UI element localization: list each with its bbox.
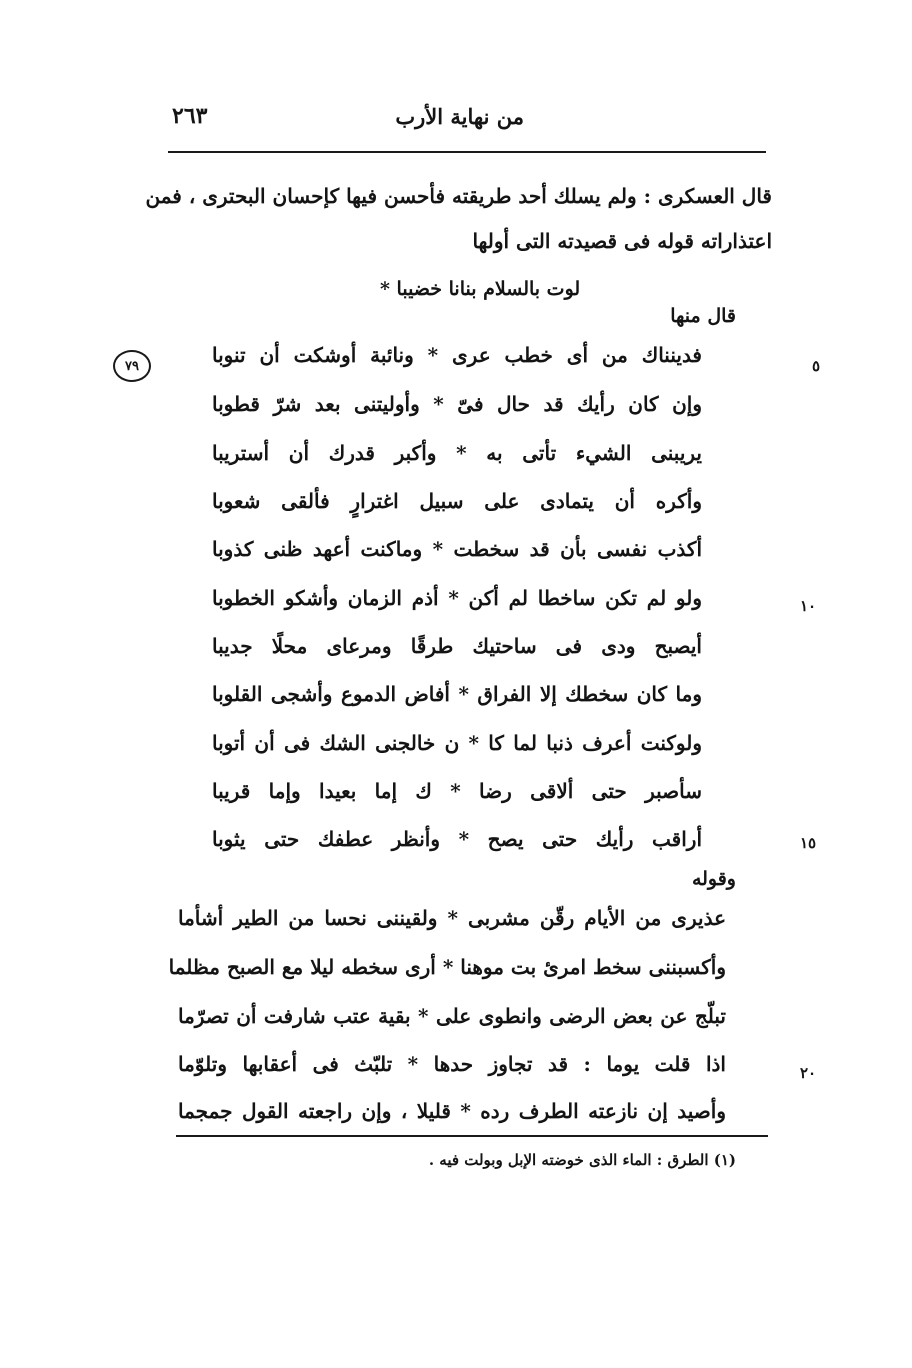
poem-2-verse: اذا قلت يوما : قد تجاوز حدها * تلبّث فى أعقابها وتلوّما — [178, 1052, 726, 1076]
poem-2-verse: تبلّج عن بعض الرضى وانطوى على * بقية عتب شارفت أن تصرّما — [178, 1004, 726, 1028]
poem-1-verse: سأصبر حتى ألاقى رضا * ك إما بعيدا وإما قريبا — [212, 779, 702, 803]
footnote-rule — [176, 1135, 768, 1137]
poem-1-verse: وإن كان رأيك قد حال فىّ * وأوليتنى بعد شرّ قطوبا — [212, 392, 702, 416]
poem-2-verse: عذيرى من الأيام رقّن مشربى * ولقيننى نحسا من الطير أشأما — [178, 906, 726, 930]
line-number: ١٥ — [800, 834, 817, 852]
page-number: ٢٦٣ — [172, 103, 208, 129]
poem-1-verse: وأكره أن يتمادى على سبيل اغترارٍ فألقى شعوبا — [212, 489, 702, 513]
line-number: ٥ — [812, 357, 821, 375]
poem-1-verse: ولو لم تكن ساخطا لم أكن * أذم الزمان وأشكو الخطوبا — [212, 586, 702, 610]
intro-line-1: قال العسكرى : ولم يسلك أحد طريقته فأحسن فيها كإحسان البحترى ، فمن — [145, 184, 772, 208]
poem-1-verse: فدينناك من أى خطب عرى * ونائبة أوشكت أن تنوبا — [212, 343, 702, 367]
footnote: (١) الطرق : الماء الذى خوضته الإبل وبولت فيه . — [428, 1151, 736, 1169]
cited-hemistich: لوت بالسلام بنانا خضيبا * — [380, 278, 581, 300]
header-rule — [168, 151, 766, 153]
line-number: ١٠ — [800, 597, 817, 615]
section-label-2: وقوله — [691, 868, 736, 890]
poem-1-verse: أراقب رأيك حتى يصح * وأنظر عطفك حتى يثوبا — [212, 827, 702, 851]
poem-1-verse: وما كان سخطك إلا الفراق * أفاض الدموع وأشجى القلوبا — [212, 682, 702, 706]
running-title: من نهاية الأرب — [395, 104, 524, 129]
poem-1-verse: يريبنى الشيء تأتى به * وأكبر قدرك أن أستريبا — [212, 441, 702, 465]
line-number: ٢٠ — [800, 1064, 817, 1082]
section-label-1: قال منها — [670, 305, 736, 327]
library-stamp: ٧٩ — [113, 350, 151, 382]
poem-1-verse: أيصبح ودى فى ساحتيك طرقًا ومرعاى محلًا جديبا — [212, 634, 702, 658]
intro-line-2: اعتذاراته قوله فى قصيدته التى أولها — [472, 229, 772, 253]
poem-2-verse: وأكسبننى سخط امرئ بت موهنا * أرى سخطه ليلا مع الصبح مظلما — [168, 955, 726, 979]
poem-1-verse: أكذب نفسى بأن قد سخطت * وماكنت أعهد ظنى كذوبا — [212, 537, 702, 561]
poem-2-verse: وأصيد إن نازعته الطرف رده * قليلا ، وإن راجعته القول جمجما — [178, 1099, 726, 1123]
poem-1-verse: ولوكنت أعرف ذنبا لما كا * ن خالجنى الشك فى أن أتوبا — [212, 731, 702, 755]
